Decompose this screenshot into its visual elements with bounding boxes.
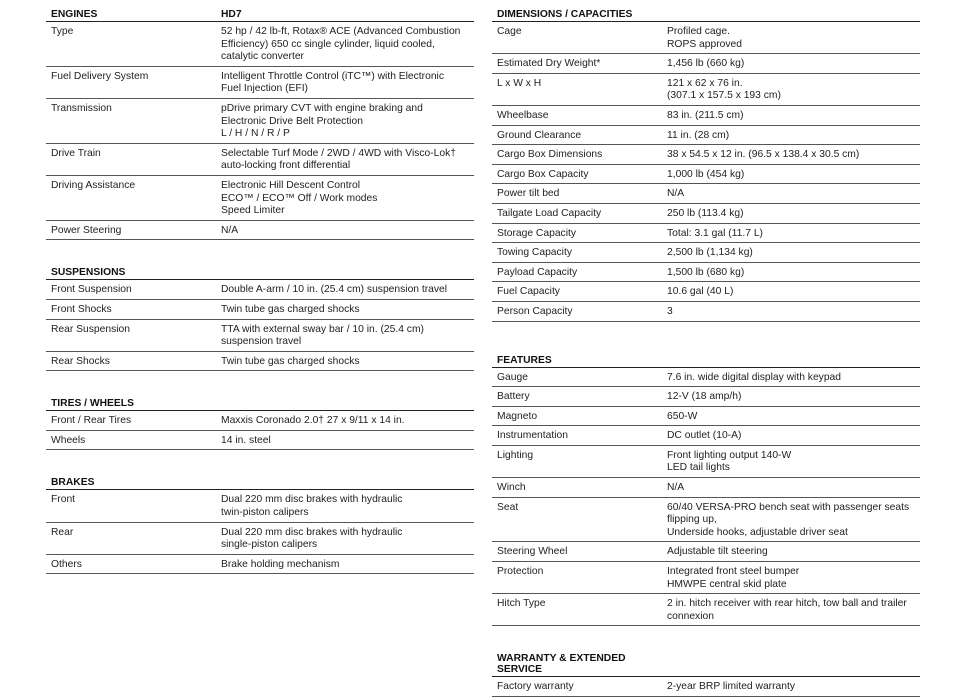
spec-row bbox=[492, 165, 920, 185]
spec-value: Maxxis Coronado 2.0† 27 x 9/11 x 14 in. bbox=[221, 415, 405, 427]
spec-value: 2-year BRP limited warranty bbox=[667, 681, 795, 693]
spec-label: Rear Shocks bbox=[51, 355, 110, 367]
spec-row bbox=[46, 176, 474, 221]
spec-value: 250 lb (113.4 kg) bbox=[667, 207, 744, 219]
spec-label: Fuel Capacity bbox=[497, 286, 560, 298]
spec-value: Adjustable tilt steering bbox=[667, 546, 768, 558]
spec-label: Instrumentation bbox=[497, 430, 568, 442]
spec-row bbox=[46, 320, 474, 352]
spec-row bbox=[46, 300, 474, 320]
spec-label: Towing Capacity bbox=[497, 247, 572, 259]
spec-value: Twin tube gas charged shocks bbox=[221, 303, 360, 315]
spec-label: Steering Wheel bbox=[497, 546, 568, 558]
spec-value: 1,456 lb (660 kg) bbox=[667, 58, 745, 70]
section-header bbox=[46, 389, 474, 411]
spec-label: Lighting bbox=[497, 449, 534, 461]
spec-section-warranty-extended-service bbox=[492, 644, 920, 697]
spec-value: Profiled cage. ROPS approved bbox=[667, 26, 742, 50]
spec-value: 14 in. steel bbox=[221, 434, 271, 446]
section-header bbox=[46, 258, 474, 280]
spec-value: 121 x 62 x 76 in. (307.1 x 157.5 x 193 cm) bbox=[667, 77, 781, 102]
spec-row bbox=[492, 562, 920, 594]
spec-label: Front Shocks bbox=[51, 303, 112, 315]
spec-row bbox=[492, 126, 920, 146]
spec-row bbox=[492, 224, 920, 244]
spec-value: Front lighting output 140-W LED tail lights bbox=[667, 449, 792, 474]
spec-value: 7.6 in. wide digital display with keypad bbox=[667, 371, 842, 383]
spec-value: Total: 3.1 gal (11.7 L) bbox=[667, 227, 763, 239]
spec-label: Wheels bbox=[51, 434, 86, 446]
spec-row bbox=[492, 22, 920, 54]
spec-value: N/A bbox=[667, 482, 685, 494]
spec-label: Protection bbox=[497, 566, 544, 578]
spec-row bbox=[492, 106, 920, 126]
spec-row bbox=[492, 184, 920, 204]
spec-row bbox=[492, 54, 920, 74]
spec-value: TTA with external sway bar / 10 in. (25.4 cm) suspension travel bbox=[221, 323, 424, 348]
spec-value: Integrated front steel bumper HMWPE central skid plate bbox=[667, 566, 800, 590]
spec-row bbox=[492, 542, 920, 562]
spec-label: Storage Capacity bbox=[497, 227, 576, 239]
spec-row bbox=[46, 280, 474, 300]
spec-label: Driving Assistance bbox=[51, 179, 136, 191]
section-title: TIRES / WHEELS bbox=[51, 398, 134, 410]
spec-label: Cargo Box Capacity bbox=[497, 168, 589, 180]
spec-label: Type bbox=[51, 26, 74, 37]
spec-label: Estimated Dry Weight* bbox=[497, 58, 601, 70]
spec-row bbox=[46, 555, 474, 575]
spec-value: 3 bbox=[667, 305, 673, 317]
spec-value: Dual 220 mm disc brakes with hydraulic twin-piston calipers bbox=[221, 494, 403, 519]
spec-label: Front Suspension bbox=[51, 284, 132, 296]
spec-row bbox=[492, 677, 920, 697]
spec-value: Twin tube gas charged shocks bbox=[221, 355, 360, 367]
spec-label: Transmission bbox=[51, 102, 112, 114]
spec-label: Person Capacity bbox=[497, 305, 573, 317]
spec-value: DC outlet (10-A) bbox=[667, 430, 742, 442]
spec-value: 11 in. (28 cm) bbox=[667, 129, 730, 141]
spec-section-engines bbox=[46, 0, 474, 240]
spec-row bbox=[46, 523, 474, 555]
spec-row bbox=[492, 478, 920, 498]
spec-value: 2,500 lb (1,134 kg) bbox=[667, 247, 753, 259]
spec-value: Double A-arm / 10 in. (25.4 cm) suspension travel bbox=[221, 284, 448, 296]
spec-value: 2 in. hitch receiver with rear hitch, tow ball and trailer connexion bbox=[667, 598, 907, 622]
spec-label: Seat bbox=[497, 501, 519, 513]
spec-value: 12-V (18 amp/h) bbox=[667, 391, 742, 403]
spec-value: 1,000 lb (454 kg) bbox=[667, 168, 745, 180]
spec-row bbox=[492, 243, 920, 263]
spec-value: 38 x 54.5 x 12 in. (96.5 x 138.4 x 30.5 cm) bbox=[667, 149, 860, 161]
spec-label: Front bbox=[51, 494, 76, 506]
spec-row bbox=[46, 22, 474, 67]
spec-section-suspensions bbox=[46, 258, 474, 371]
spec-value: N/A bbox=[221, 224, 239, 236]
spec-value: Selectable Turf Mode / 2WD / 4WD with Visco-Lok† auto-locking front differential bbox=[221, 147, 457, 172]
spec-label: Tailgate Load Capacity bbox=[497, 207, 602, 219]
spec-label: Power Steering bbox=[51, 224, 122, 236]
spec-value: 1,500 lb (680 kg) bbox=[667, 266, 745, 278]
spec-label: Hitch Type bbox=[497, 598, 546, 610]
spec-label: Power tilt bed bbox=[497, 188, 560, 200]
spec-label: Gauge bbox=[497, 371, 528, 383]
spec-row bbox=[492, 368, 920, 388]
spec-label: Fuel Delivery System bbox=[51, 70, 149, 82]
spec-value: Intelligent Throttle Control (iTC™) with Electronic Fuel Injection (EFI) bbox=[221, 70, 444, 95]
spec-section-tires-wheels bbox=[46, 389, 474, 450]
spec-row bbox=[492, 74, 920, 106]
spec-value: Brake holding mechanism bbox=[221, 558, 340, 570]
spec-row bbox=[46, 99, 474, 144]
spec-row bbox=[492, 282, 920, 302]
spec-label: Winch bbox=[497, 482, 526, 494]
section-title: BRAKES bbox=[51, 477, 95, 489]
spec-row bbox=[46, 221, 474, 241]
spec-row bbox=[46, 67, 474, 99]
spec-label: Battery bbox=[497, 391, 530, 403]
spec-section-brakes bbox=[46, 468, 474, 574]
section-header bbox=[492, 644, 920, 677]
spec-row bbox=[492, 498, 920, 543]
spec-row bbox=[492, 387, 920, 407]
spec-label: Drive Train bbox=[51, 147, 101, 159]
left-spec-column bbox=[46, 0, 474, 574]
spec-label: Cage bbox=[497, 26, 522, 37]
spec-row bbox=[492, 204, 920, 224]
spec-value: Electronic Hill Descent Control ECO™ / ECO™ Off / Work modes Speed Limiter bbox=[221, 179, 378, 217]
spec-value: 83 in. (211.5 cm) bbox=[667, 109, 744, 121]
spec-row bbox=[46, 490, 474, 522]
spec-row bbox=[492, 302, 920, 322]
spec-section-features bbox=[492, 346, 920, 627]
spec-row bbox=[492, 594, 920, 626]
spec-row bbox=[46, 411, 474, 431]
section-header bbox=[46, 0, 474, 22]
spec-row bbox=[46, 144, 474, 176]
section-header bbox=[492, 346, 920, 368]
spec-value: 60/40 VERSA-PRO bench seat with passenger seats flipping up, Underside hooks, adjustable driver seat bbox=[667, 501, 910, 538]
spec-value: pDrive primary CVT with engine braking and Electronic Drive Belt Protection L / H / N / R / P bbox=[221, 102, 423, 140]
spec-value: 10.6 gal (40 L) bbox=[667, 286, 734, 298]
spec-label: Front / Rear Tires bbox=[51, 415, 132, 427]
spec-value: 650-W bbox=[667, 410, 698, 422]
spec-row bbox=[46, 431, 474, 451]
spec-label: Others bbox=[51, 558, 82, 570]
section-header bbox=[46, 468, 474, 490]
spec-row bbox=[492, 446, 920, 478]
spec-row bbox=[492, 407, 920, 427]
section-header-value: HD7 bbox=[221, 9, 242, 20]
spec-value: N/A bbox=[667, 188, 685, 200]
spec-label: Magneto bbox=[497, 410, 538, 422]
section-title: WARRANTY & EXTENDED SERVICE bbox=[497, 653, 626, 676]
section-title: SUSPENSIONS bbox=[51, 267, 126, 279]
spec-label: Rear bbox=[51, 526, 74, 538]
section-title: ENGINES bbox=[51, 9, 98, 20]
spec-label: Rear Suspension bbox=[51, 323, 130, 335]
section-title: FEATURES bbox=[497, 354, 552, 366]
spec-section-dimensions-capacities bbox=[492, 0, 920, 322]
spec-row bbox=[492, 145, 920, 165]
section-header bbox=[492, 0, 920, 22]
spec-row bbox=[492, 263, 920, 283]
right-spec-column bbox=[492, 0, 920, 697]
section-title: DIMENSIONS / CAPACITIES bbox=[497, 9, 633, 20]
spec-label: Ground Clearance bbox=[497, 129, 582, 141]
spec-value: 52 hp / 42 lb-ft, Rotax® ACE (Advanced Combustion Efficiency) 650 cc single cylinder, liquid cooled, catalytic converter bbox=[221, 26, 461, 63]
spec-label: Cargo Box Dimensions bbox=[497, 149, 603, 161]
spec-row bbox=[492, 426, 920, 446]
spec-value: Dual 220 mm disc brakes with hydraulic single-piston calipers bbox=[221, 526, 403, 551]
spec-label: Wheelbase bbox=[497, 109, 549, 121]
spec-label: L x W x H bbox=[497, 77, 542, 89]
spec-label: Payload Capacity bbox=[497, 266, 578, 278]
spec-row bbox=[46, 352, 474, 372]
spec-label: Factory warranty bbox=[497, 681, 574, 693]
